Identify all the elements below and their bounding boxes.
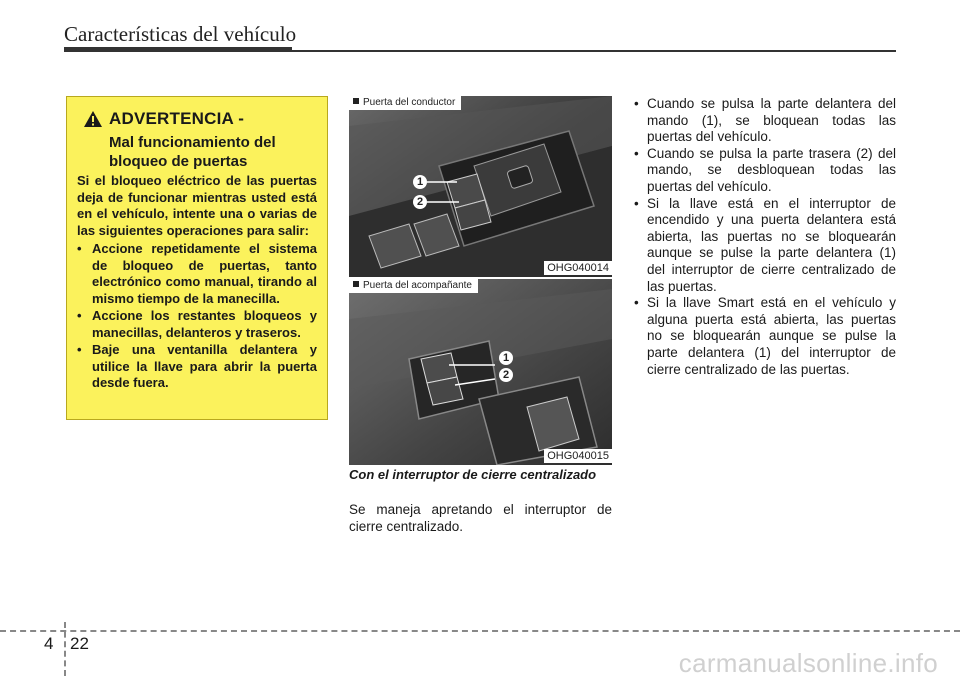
- callout-1: 1: [413, 175, 427, 189]
- photo-code: OHG040014: [544, 261, 612, 275]
- photo-caption-text: Puerta del acompañante: [363, 280, 472, 291]
- list-item: • Cuando se pulsa la parte delantera del mando (1), se bloquean todas las puertas del vehículo.: [634, 96, 896, 146]
- photo-caption: [349, 279, 478, 293]
- photo-code: OHG040015: [544, 449, 612, 463]
- watermark: carmanualsonline.info: [678, 648, 938, 676]
- warning-item: • Accione los restantes bloqueos y manecillas, delanteros y traseros.: [77, 308, 317, 341]
- warning-title: ADVERTENCIA -: [109, 109, 245, 128]
- warning-list: [77, 241, 317, 392]
- callout-2: 2: [413, 195, 427, 209]
- callout-1: 1: [499, 351, 513, 365]
- warning-triangle-icon: [83, 110, 103, 128]
- page-number: 22: [70, 634, 89, 653]
- warning-subtitle: Mal funcionamiento del bloqueo de puertas: [109, 134, 276, 170]
- list-item: • Si la llave está en el interruptor de encendido y una puerta delantera está abierta, las puertas no se bloquearán aunque se pulse la parte delantera (1) del interruptor de cierre centralizado de las puertas.: [634, 196, 896, 296]
- header-title: Características del vehículo: [64, 22, 297, 46]
- warning-heading: [83, 109, 317, 129]
- list-item: • Si la llave Smart está en el vehículo y alguna puerta está abierta, las puertas no se bloquearán aunque se pulse la parte delantera (1) del interruptor de cierre centralizado de las puertas.: [634, 295, 896, 378]
- right-column-list: [634, 96, 896, 378]
- warning-box: [66, 96, 328, 420]
- header-rule-thin: [292, 50, 896, 52]
- caption-square-icon: [353, 98, 359, 104]
- warning-item: • Baje una ventanilla delantera y utilice la llave para abrir la puerta desde fuera.: [77, 342, 317, 392]
- warning-intro: Si el bloqueo eléctrico de las puertas deja de funcionar mientras usted está en el vehículo, intente una o varias de las siguientes operaciones para salir:: [77, 173, 317, 238]
- list-item: • Cuando se pulsa la parte trasera (2) del mando, se desbloquean todas las puertas del vehículo.: [634, 146, 896, 196]
- driver-door-switch-illustration: [349, 96, 612, 277]
- photo-driver-door: [349, 96, 612, 277]
- footer-rule: [0, 630, 960, 632]
- photo-caption-text: Puerta del conductor: [363, 97, 456, 108]
- footer-divider: [64, 622, 66, 676]
- photo-passenger-door: [349, 279, 612, 465]
- photo-caption: [349, 96, 461, 110]
- header-rule-thick: [64, 47, 292, 52]
- section-number: 4: [44, 634, 54, 653]
- section-heading: Con el interruptor de cierre centralizado: [349, 467, 597, 482]
- callout-2: 2: [499, 368, 513, 382]
- section-paragraph: Se maneja apretando el interruptor de cierre centralizado.: [349, 502, 612, 534]
- caption-square-icon: [353, 281, 359, 287]
- passenger-door-switch-illustration: [349, 279, 612, 465]
- warning-item: • Accione repetidamente el sistema de bloqueo de puertas, tanto electrónico como manual, tirando al mismo tiempo de la manecilla.: [77, 241, 317, 307]
